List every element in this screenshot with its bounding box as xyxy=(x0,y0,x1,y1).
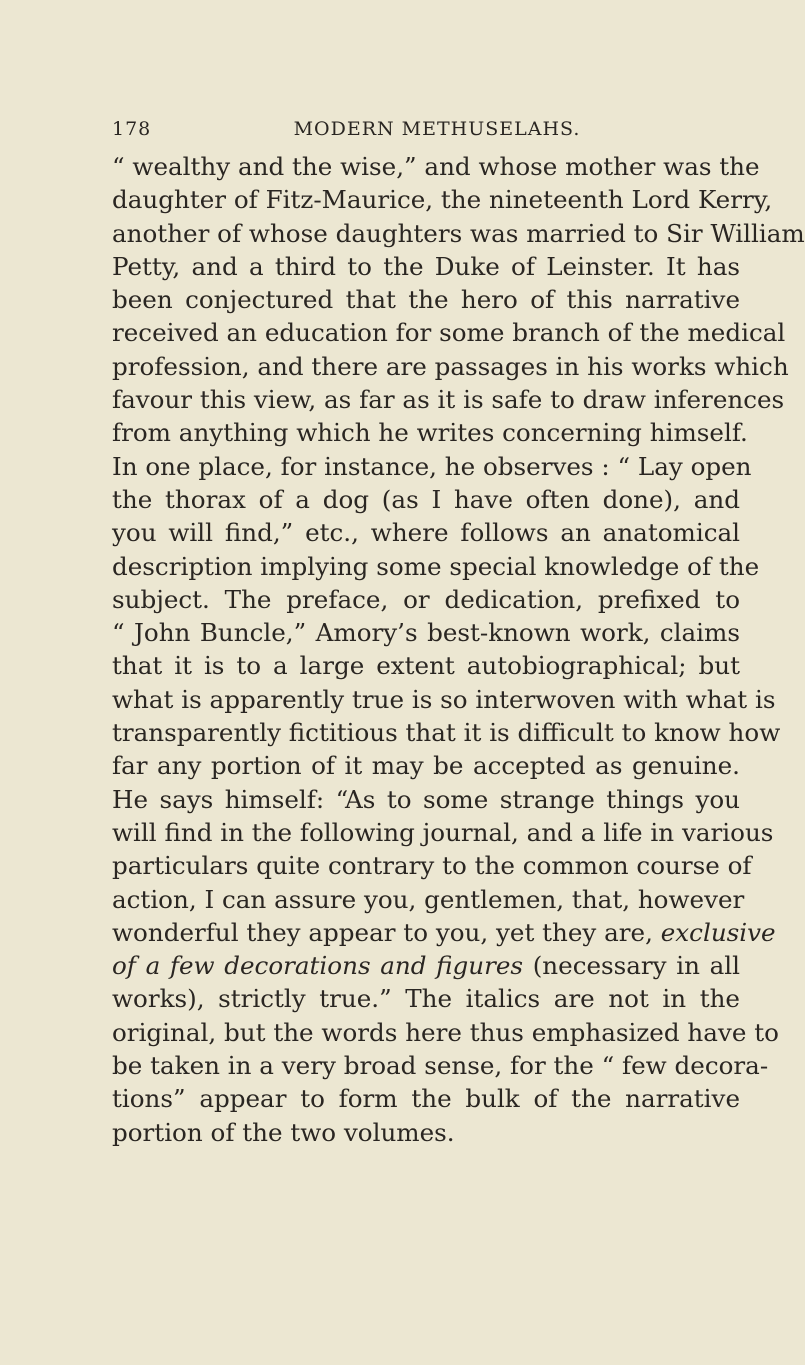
italic-segment: exclusive xyxy=(660,917,776,947)
text-segment: (necessary in all xyxy=(523,951,740,981)
text-line: from anything which he writes concerning himself. xyxy=(112,418,748,448)
text-line: Petty, and a third to the Duke of Leinster. It has xyxy=(112,251,740,281)
text-line: original, but the words here thus emphasized have to xyxy=(112,1017,779,1047)
text-line: profession, and there are passages in his works which xyxy=(112,351,789,381)
running-title: MODERN METHUSELAHS. xyxy=(293,118,581,140)
text-line: will find in the following journal, and a life in various xyxy=(112,817,774,847)
italic-segment: of a few decorations and figures xyxy=(112,951,524,981)
text-line: works), strictly true.” The italics are not in the xyxy=(112,984,740,1014)
text-line-with-italic xyxy=(112,916,776,949)
text-line: subject. The preface, or dedication, prefixed to xyxy=(112,584,740,614)
text-line: another of whose daughters was married to Sir William xyxy=(112,218,805,248)
text-line: far any portion of it may be accepted as genuine. xyxy=(112,751,740,781)
text-line: received an education for some branch of the medical xyxy=(112,318,786,348)
text-line: tions” appear to form the bulk of the narrative xyxy=(112,1084,740,1114)
text-line: particulars quite contrary to the common course of xyxy=(112,851,752,881)
text-line: “ John Buncle,” Amory’s best-known work, claims xyxy=(112,618,740,648)
text-line: In one place, for instance, he observes : “ Lay open xyxy=(112,451,752,481)
body-text xyxy=(112,150,805,1149)
text-line-with-italic xyxy=(112,949,740,982)
text-line: daughter of Fitz-Maurice, the nineteenth Lord Kerry, xyxy=(112,185,773,215)
text-line: favour this view, as far as it is safe to draw inferences xyxy=(112,385,785,415)
running-head xyxy=(112,118,742,148)
text-line: been conjectured that the hero of this narrative xyxy=(112,285,740,315)
text-line: transparently fictitious that it is difficult to know how xyxy=(112,718,781,748)
text-line: portion of the two volumes. xyxy=(112,1117,455,1147)
text-line: you will find,” etc., where follows an anatomical xyxy=(112,518,740,548)
text-line: description implying some special knowledge of the xyxy=(112,551,760,581)
text-line: what is apparently true is so interwoven with what is xyxy=(112,684,776,714)
text-segment: wonderful they appear to you, yet they are, xyxy=(112,917,653,947)
text-line: action, I can assure you, gentlemen, that, however xyxy=(112,884,745,914)
text-line: the thorax of a dog (as I have often done), and xyxy=(112,484,740,514)
text-line: be taken in a very broad sense, for the “ few decora- xyxy=(112,1051,769,1081)
text-line: “ wealthy and the wise,” and whose mother was the xyxy=(112,152,760,181)
text-line: that it is to a large extent autobiographical; but xyxy=(112,651,740,681)
page-number: 178 xyxy=(112,118,152,140)
text-line: He says himself: “As to some strange things you xyxy=(112,784,740,814)
